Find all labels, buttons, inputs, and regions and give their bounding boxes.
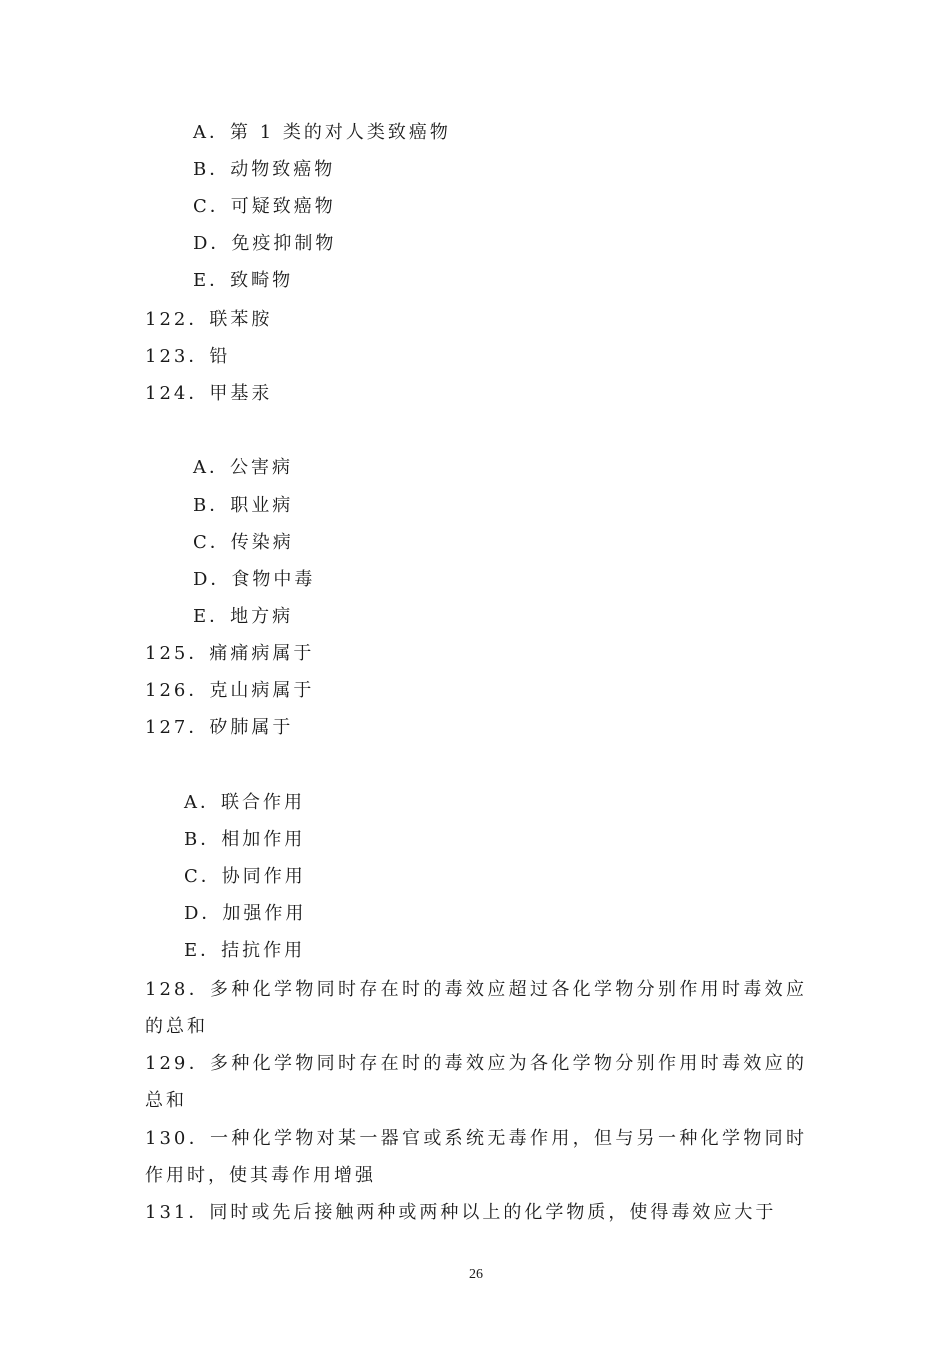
- option-b: B．动物致癌物: [193, 159, 336, 180]
- option-c: C．传染病: [193, 532, 294, 553]
- question-128: 128．多种化学物同时存在时的毒效应超过各化学物分别作用时毒效应的总和: [145, 979, 807, 1037]
- question-130: 130．一种化学物对某一器官或系统无毒作用，但与另一种化学物同时作用时，使其毒作用增强: [145, 1128, 807, 1186]
- question-123: 123．铅: [145, 346, 231, 367]
- question-126: 126．克山病属于: [145, 680, 315, 701]
- option-d: D．食物中毒: [193, 569, 316, 590]
- question-125: 125．痛痛病属于: [145, 643, 315, 664]
- question-129: 129．多种化学物同时存在时的毒效应为各化学物分别作用时毒效应的总和: [145, 1053, 807, 1111]
- option-b: B．职业病: [193, 495, 294, 516]
- option-e: E．致畸物: [193, 270, 294, 291]
- option-d: D．免疫抑制物: [193, 233, 337, 254]
- option-e: E．拮抗作用: [184, 940, 306, 961]
- question-124: 124．甲基汞: [145, 383, 273, 404]
- option-a: A．公害病: [193, 457, 293, 478]
- option-c: C．可疑致癌物: [193, 196, 336, 217]
- option-a: A．第 1 类的对人类致癌物: [193, 122, 451, 143]
- option-a: A．联合作用: [184, 792, 305, 813]
- option-d: D．加强作用: [184, 903, 307, 924]
- option-e: E．地方病: [193, 606, 294, 627]
- page-number: 26: [469, 1267, 483, 1282]
- question-131: 131．同时或先后接触两种或两种以上的化学物质，使得毒效应大于: [145, 1202, 777, 1223]
- option-b: B．相加作用: [184, 829, 306, 850]
- question-122: 122．联苯胺: [145, 309, 273, 330]
- option-c: C．协同作用: [184, 866, 306, 887]
- question-127: 127．矽肺属于: [145, 717, 294, 738]
